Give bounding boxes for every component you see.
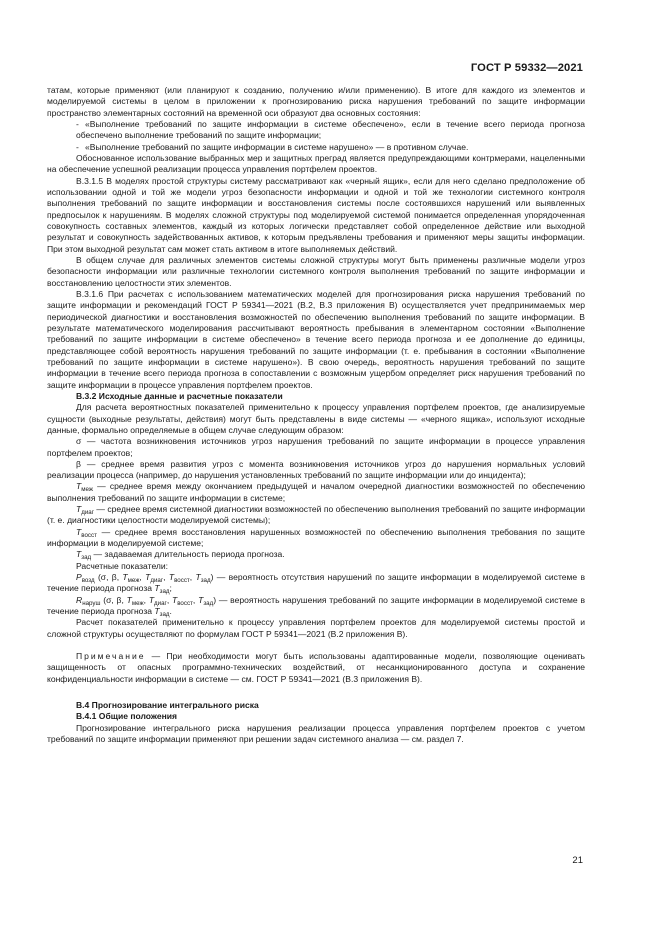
paragraph: Прогнозирование интегрального риска нарушения реализации процесса управления портфелем проектов с учетом требований по защите информации применяют при решении задач системного анализа — см. раздел 7. (47, 722, 585, 745)
bullet-item: - «Выполнение требований по защите информации в системе нарушено» — в противном случае. (76, 141, 469, 152)
note-text: — При необходимости могут быть использованы адаптированные модели, позволяющие оценивать защищенность от опасных программно-технических воздействий, от несанкционированного доступа и сохранение конфиденциальности информации в системе — см. ГОСТ Р 59341—2021 (В.3 приложения В). (47, 651, 585, 684)
note-label: Примечание (76, 651, 146, 662)
bullet-text: «Выполнение требований по защите информации в системе обеспечено», если в течение всего периода прогноза обеспечено выполнение требований по защите информации; (76, 118, 585, 141)
page-body (47, 85, 585, 745)
definition-t-diag: $T_{диаг}$ — среднее время системной диагностики возможностей по обеспечению выполнения требований по защите информации (т. е. диагностики целостности моделируемой системы); (47, 504, 585, 526)
symbol-beta: β (76, 458, 81, 469)
definition-sigma: σ — частота возникновения источников угроз нарушения требований по защите информации в процессе управления портфелем проектов; (47, 436, 585, 458)
definition-t-mezh: $T_{меж}$ — среднее время между окончанием предыдущей и началом очередной диагностики возможностей по обеспечению выполнения требований по защите информации в системе; (47, 481, 585, 503)
paragraph-b316: В.3.1.6 При расчетах с использованием математических моделей для прогнозирования риска нарушения требований по защите информации и рекомендаций ГОСТ Р 59341—2021 (В.2, В.3 приложения В) осуществляется учет предпринимаемых мер периодической диагностики и восстановления возможностей по обеспечению выполнения требований по защите информации. В результате математического моделирования рассчитывают вероятность пребывания в элементарном состоянии «Выполнение требований по защите информации в системе обеспечено» в течение всего периода прогноза и ее дополнение до единицы, представляющее собой вероятность нарушения требований по защите информации (т. е. пребывания в состоянии «Выполнение требований по защите информации в системе нарушено»). В свою очередь, вероятность нарушения требований по защите информации в течение всего периода прогноза в сопоставлении с возможным ущербом определяет риск нарушения требований по защите информации в процессе управления портфелем проектов. (47, 288, 585, 390)
spacer (47, 685, 585, 700)
formula-p-vozd: $P_{возд}$ (σ, β, $T_{меж}$, $T_{диаг}$, $T_{восст}$, $T_{зад}$) — вероятность отсутствия нарушений по защите информации в моделируемой системе в течение периода прогноза $T_{зад}$; (47, 572, 586, 596)
symbol-sigma: σ (76, 436, 82, 447)
paragraph: Расчет показателей применительно к процессу управления портфелем проектов для моделируемой системы простой и сложной структуры осуществляют по формулам ГОСТ Р 59341—2021 (В.2 приложения В). (47, 617, 585, 639)
paragraph: В общем случае для различных элементов системы сложной структуры могут быть применены различные модели угроз безопасности информации или различные технологии системного контроля выполнения требований по защите информации и восстановлению целостности этих элементов. (47, 254, 585, 288)
subsection-heading-b41: В.4.1 Общие положения (76, 711, 178, 722)
formula-r-narush: $R_{наруш}$ (σ, β, $T_{меж}$, $T_{диаг}$, $T_{восст}$, $T_{зад}$) — вероятность нарушения требований по защите информации в моделируемой системе в течение периода прогноза $T_{зад}$. (47, 594, 586, 619)
calc-label: Расчетные показатели: (76, 560, 169, 571)
section-heading-b32: В.3.2 Исходные данные и расчетные показатели (76, 390, 283, 401)
page-number: 21 (572, 855, 583, 866)
paragraph: Для расчета вероятностных показателей применительно к процессу управления портфелем проектов, где анализируемые сущности (выходные результаты, действия) могут быть представлены в виде системы — «черного ящика», используют исходные данные, формально определяемые в общем случае следующим образом: (47, 402, 585, 435)
paragraph: татам, которые применяют (или планируют к созданию, получению и/или применению). В итоге для каждого из элементов и моделируемой системы в целом в приложении к прогнозированию риска нарушения требований по защите информации пространство элементарных состояний на временной оси образуют два основных состояния: (47, 85, 585, 118)
section-heading-b4: В.4 Прогнозирование интегрального риска (76, 700, 259, 711)
definition-t-vosst: $T_{восст}$ — среднее время восстановления нарушенных возможностей по обеспечению выполнения требования по защите информации в моделируемой системе; (47, 526, 585, 549)
paragraph: Обоснованное использование выбранных мер и защитных преград является предупреждающими контрмерами, нацеленными на обеспечение успешной реализации процесса управления портфелем проектов. (47, 152, 585, 175)
note (47, 651, 585, 685)
bullet-text: «Выполнение требований по защите информации в системе нарушено» — в противном случае. (85, 141, 469, 152)
spacer (47, 640, 585, 651)
definition-t-zad: $T_{зад}$ — задаваемая длительность периода прогноза. (76, 549, 285, 562)
definition-beta: β — среднее время развития угроз с момента возникновения источников угроз до нарушения нормальных условий реализации процесса (например, до нарушения установленных требований по защите информации или до инцидента); (47, 458, 585, 481)
bullet-item: - «Выполнение требований по защите информации в системе обеспечено», если в течение всего периода прогноза обеспечено выполнение требований по защите информации; (76, 118, 585, 141)
paragraph-b315: В.3.1.5 В моделях простой структуры систему рассматривают как «черный ящик», если для него сделано предположение об использовании одной и той же модели угроз безопасности информации и одной и той же технологии системного контроля выполнения требований по защите информации и восстановления системы после состоявшихся нарушений или выявленных предпосылок к нарушениям. В моделях сложной структуры под моделируемой системой понимается определенная упорядоченная совокупность составных элементов, каждый из которых логически представляет собой определенное действие или выходной результат и совокупность задействованных активов, к которым предъявлены требования и применяют меры защиты информации. При этом выходной результат сам может стать активом в итоге выполняемых действий. (47, 175, 585, 254)
document-code: ГОСТ Р 59332—2021 (470, 62, 583, 74)
